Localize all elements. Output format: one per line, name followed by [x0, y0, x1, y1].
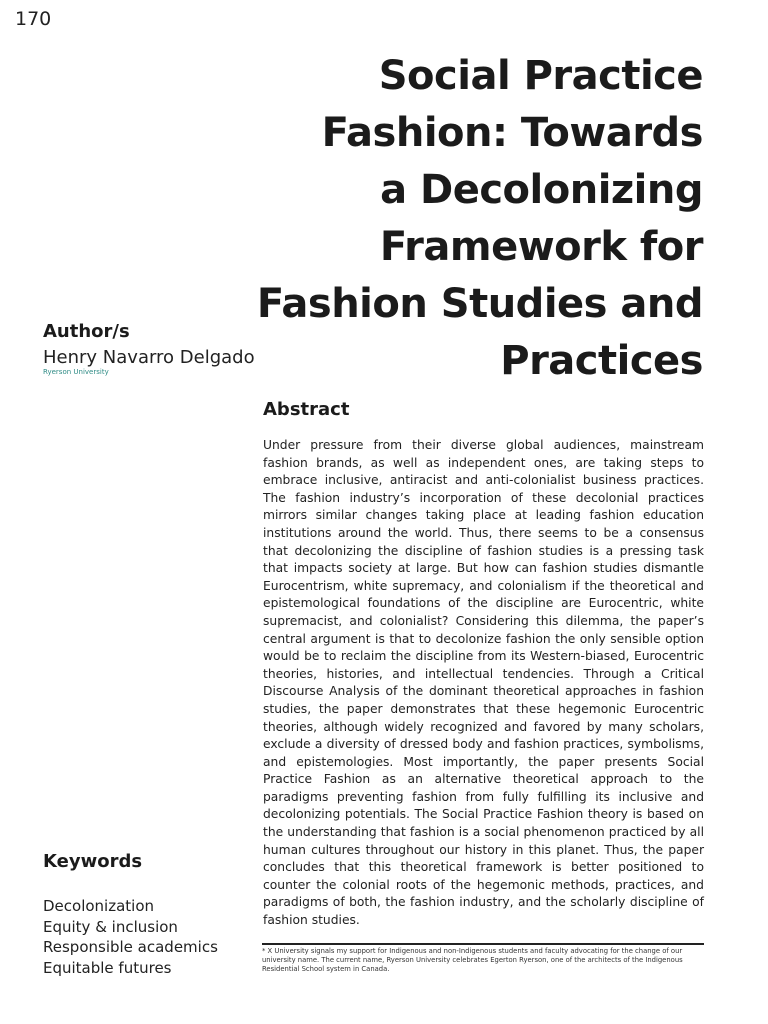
keyword-item: Responsible academics [43, 938, 218, 957]
title-line: a Decolonizing [380, 167, 703, 213]
title-line: Practices [500, 338, 703, 384]
abstract-heading: Abstract [263, 399, 350, 420]
keywords-heading: Keywords [43, 851, 143, 872]
page-number: 170 [15, 8, 52, 30]
title-line: Fashion Studies and [256, 281, 703, 327]
footnote-divider [262, 943, 704, 945]
title-line: Fashion: Towards [321, 110, 703, 156]
abstract-body: Under pressure from their diverse global audiences, mainstream fashion brands, as well as independent ones, are taking steps to embrace inclusive, antiracist and anti-colonialist business practices. The fashion industry’s incorporation of these decolonial practices mirrors similar changes taking place at leading fashion education institutions around the world. Thus, there seems to be a consensus that decolonizing the discipline of fashion studies is a pressing task that impacts society at large. But how can fashion studies dismantle Eurocentrism, white supremacy, and colonialism if the theoretical and epistemological foundations of the discipline are Eurocentric, white supremacist, and colonialist? Considering this dilemma, the paper’s central argument is that to decolonize fashion the only sensible option would be to reclaim the discipline from its Western-biased, Eurocentric theories, histories, and intellectual tendencies. Through a Critical Discourse Analysis of the dominant theoretical approaches in fashion studies, the paper demonstrates that these hegemonic Eurocentric theories, although widely recognized and favored by many scholars, exclude a diversity of dressed body and fashion practices, symbolisms, and epistemologies. Most importantly, the paper presents Social Practice Fashion as an alternative theoretical approach to the paradigms preventing fashion from fully fulfilling its inclusive and decolonizing potentials. The Social Practice Fashion theory is based on the understanding that fashion is a social phenomenon practiced by all human cultures throughout our history in this planet. Thus, the paper concludes that this theoretical framework is better positioned to counter the colonial roots of the hegemonic methods, practices, and paradigms of both, the fashion industry, and the scholarly discipline of fashion studies. [263, 438, 704, 928]
keywords-list [43, 896, 218, 979]
keyword-item: Equity & inclusion [43, 917, 178, 936]
author-affiliation: Ryerson University [43, 368, 109, 376]
keyword-item: Equitable futures [43, 959, 172, 978]
paper-title [183, 48, 703, 390]
keyword-item: Decolonization [43, 897, 155, 915]
footnote: * X University signals my support for Indigenous and non-Indigenous students and faculty advocating for the change of our university name. The current name, Ryerson University celebrates Egerton Ryerson, one of the architects of the Indigenous Residential School system in Canada. [262, 947, 683, 973]
title-line: Social Practice [378, 53, 703, 99]
title-line: Framework for [379, 224, 703, 270]
author-name: Henry Navarro Delgado [43, 347, 255, 368]
author-heading: Author/s [43, 321, 130, 342]
